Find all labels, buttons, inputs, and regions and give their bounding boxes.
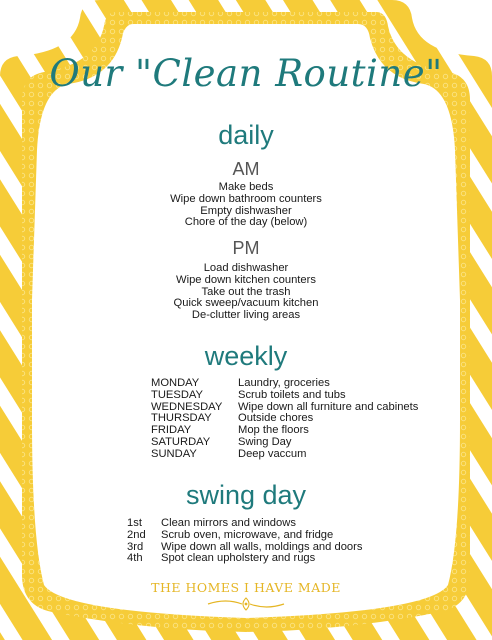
list-item: Empty dishwasher [200,204,292,217]
task-label: Swing Day [238,435,292,448]
brand-logo-text: THE HOMES I HAVE MADE [151,580,341,595]
task-label: Scrub oven, microwave, and fridge [161,528,334,541]
page-title: Our "Clean Routine" [49,52,443,95]
rank-label: 2nd [127,528,146,541]
table-row [151,390,418,402]
day-label: TUESDAY [151,388,204,401]
list-item: Load dishwasher [203,262,289,274]
list-item: Wipe down bathroom counters [170,192,322,205]
task-label: Clean mirrors and windows [161,517,296,529]
table-row [127,553,362,565]
task-label: Outside chores [238,412,314,425]
pm-task-list [0,263,492,322]
rank-label: 4th [127,552,143,565]
day-label: SATURDAY [151,435,211,448]
list-item: Make beds [218,181,274,193]
swing-day-schedule [127,518,362,565]
table-row [151,449,418,461]
task-label: Scrub toilets and tubs [238,388,346,401]
day-label: FRIDAY [151,424,192,437]
table-row [127,530,362,542]
table-row [151,437,418,449]
am-heading: AM [232,159,260,179]
day-label: SUNDAY [151,447,197,460]
swing-day-heading: swing day [185,480,307,510]
weekly-schedule [151,378,418,461]
list-item: Quick sweep/vacuum kitchen [173,297,319,310]
task-label: Laundry, groceries [238,377,330,389]
task-label: Deep vaccum [238,447,307,460]
list-item: De-clutter living areas [191,309,301,322]
daily-heading: daily [218,120,274,150]
task-label: Wipe down all furniture and cabinets [238,400,419,413]
task-label: Spot clean upholstery and rugs [161,552,316,565]
am-task-list [0,182,492,229]
day-label: WEDNESDAY [151,400,223,413]
day-label: THURSDAY [151,412,212,425]
task-label: Wipe down all walls, moldings and doors [161,540,363,553]
day-label: MONDAY [151,377,200,389]
rank-label: 3rd [127,540,144,553]
flourish-icon [206,596,286,612]
list-item: Chore of the day (below) [184,216,308,229]
list-item: Wipe down kitchen counters [176,273,316,286]
rank-label: 1st [127,517,142,529]
list-item: Take out the trash [201,285,291,298]
pm-heading: PM [232,238,260,258]
weekly-heading: weekly [204,341,288,371]
task-label: Mop the floors [238,424,309,437]
